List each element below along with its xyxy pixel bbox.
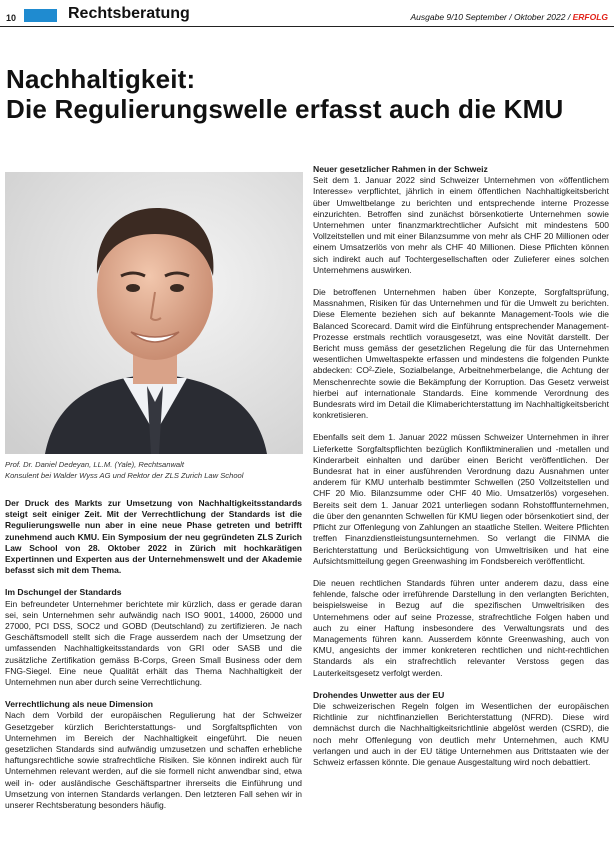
section-heading: Neuer gesetzlicher Rahmen in der Schweiz xyxy=(313,164,488,174)
title-line-1: Nachhaltigkeit: xyxy=(6,64,196,94)
body-paragraph: Ein befreundeter Unternehmer berichtete mir kürzlich, dass er gerade daran sei, sein Unternehmen sehr aufwändig nach ISO 9001, 14000, 26000 und 27000, PCI DSS, SOC2 und GOBD (Deutschland) zu zertifizieren. Je nach Geschäftsmodell stellt sich die Frage ausserdem nach der Umsetzung der umfassenden Nachhaltigkeitsstandards von GRI oder SASB und die zusätzliche Zertifikation gemäss B-Corps, Green Small Business oder dem FNG-Siegel. Eine neue Qualität erhält das Thema Nachhaltigkeit der Unternehmen nun aber durch seine Verrechtlichung. xyxy=(5,598,302,688)
section-heading: Im Dschungel der Standards xyxy=(5,587,122,598)
section-color-marker xyxy=(24,9,57,22)
photo-caption xyxy=(5,459,305,481)
section-heading: Verrechtlichung als neue Dimension xyxy=(5,699,154,710)
body-paragraph: Die betroffenen Unternehmen haben über Konzepte, Sorgfaltsprüfung, Massnahmen, Risiken für das Unternehmen und für die Umwelt zu berichten. Diese Elemente beziehen sich auf bekannte Management-Tools wie die Balanced Scorecard. Damit wird die Einführung entsprechender Management-Prozesse erstmals rechtlich vorausgesetzt, was eine Novität darstellt. Der Bericht muss gemäss der gesetzlichen Regelung die für das Unternehmen wesentlichen Umweltaspekte erfassen und mindestens die folgenden Punkte abdecken: CO²-Ziele, Sozialbelange, Arbeitnehmerbelange, die Achtung der Menschenrechte sowie die Bekämpfung der Korruption. Das Gesetz verweist hierbei auf internationale Standards. Eine kommende Verordnung des Bundesrats wird im Detail die Klimaberichterstattung im Nachhaltigkeitsbericht konkretisieren. xyxy=(313,287,609,421)
article-title xyxy=(6,64,606,124)
issue-info xyxy=(410,12,608,22)
section-heading: Drohendes Unwetter aus der EU xyxy=(313,689,445,700)
header-rule xyxy=(0,26,614,27)
section-title: Rechtsberatung xyxy=(68,5,190,22)
body-paragraph: Ebenfalls seit dem 1. Januar 2022 müssen Schweizer Unternehmen in ihrer Lieferkette Sorgfaltspflichten bezüglich Konfliktmineralien und -metallen und Kinderarbeit einhalten und darüber einen Bericht veröffentlichen. Der Bundesrat hat in einer ausführenden Verordnung dazu Ausnahmen unter anderem für KMU unterhalb bestimmter Schwellen (250 Vollzeitstellen und CHF 20 Mio. Bilanzsumme oder CHF 40 Mio. Umsatzerlös) vorgesehen. Bereits seit dem 1. Januar 2021 unterliegen sodann Rohstofffunternehmen, die über den genannten Schwellen für KMU liegen oder börsenkotiert sind, der Pflicht zur Offenlegung von Zahlungen an staatliche Stellen. Weitere Pflichten treffen Finanzdienstleistungsunternehmen. So verlangt die FINMA die Berichterstattung und Berücksichtigung von Umweltrisiken und hat eine Aufsichtsmitteilung gegen Greenwashing im Fondsbereich veröffentlicht. xyxy=(313,432,609,566)
body-paragraph: Nach dem Vorbild der europäischen Regulierung hat der Schweizer Gesetzgeber kürzlich Berichterstattungs- und Sorgfaltspflichten von Unternehmen im Bereich der Nachhaltigkeit eingeführt. Die neuen gesetzlichen Standards sind aufwändig umzusetzen und schaffen erhebliche haftungsrechtliche sowie strafrechtliche Risiken. Sie können indirekt auch für Unternehmen relevant werden, auf die sie formell nicht anwendbar sind, etwa weil in- oder ausländische Geschäftspartner ihrerseits die Einführung und Umsetzung von internen Standards verlangen. Den letzteren Fall sehen wir in unserer Rechtsberatung besonders häufig. xyxy=(5,710,302,811)
page-header xyxy=(0,0,614,28)
right-column xyxy=(313,164,609,768)
caption-line-2: Konsulent bei Walder Wyss AG und Rektor der ZLS Zurich Law School xyxy=(5,471,244,480)
body-paragraph: Die neuen rechtlichen Standards führen unter anderem dazu, dass eine fehlende, falsche oder irreführende Darstellung in den verlangten Berichten, beispielsweise in Bezug auf die spezifischen Umweltrisiken des Unternehmens oder auf seine Prozesse, strafrechtliche Folgen haben und auch zu einer Haftung insbesondere des Verwaltungsrats und des Managements führen kann. Ausserdem könnte Greenwashing, auch von KMU, angesichts der immer konkreteren rechtlichen und nicht-rechtlichen Standards als ein strafrechtlich relevanter Verstoss gegen das Lauterkeitsgesetz verfolgt werden. xyxy=(313,577,609,678)
body-paragraph: Die schweizerischen Regeln folgen im Wesentlichen der europäischen Richtlinie zur nichtfinanziellen Berichterstattung (NFRD). Diese wird demnächst durch die Nachhaltigkeitsrichtlinie abgelöst werden (CSRD), die noch mehr Offenlegung von deutlich mehr Unternehmen, auch KMU verlangen und auch in der EU tätige Unternehmen aus Drittstaaten wie der Schweiz erfassen könnte. Die genaue Ausgestaltung wird noch debattiert. xyxy=(313,700,609,767)
title-line-2: Die Regulierungswelle erfasst auch die KMU xyxy=(6,94,564,124)
lead-paragraph: Der Druck des Markts zur Umsetzung von Nachhaltigkeitsstandards steigt seit einiger Zeit. Mit der Verrechtlichung der Standards ist die Regulierungswelle nun aber in eine neue Phase getreten und betrifft zunehmend auch KMU. Ein Symposium der neu gegründeten ZLS Zurich Law School von 28. Oktober 2022 in Zürich mit hochkarätigen Expertinnen und Experten aus der Unternehmenswelt und der Akademie befasst sich mit dem Thema. xyxy=(5,498,302,576)
portrait-photo xyxy=(5,172,303,454)
portrait-illustration xyxy=(5,172,303,454)
caption-line-1: Prof. Dr. Daniel Dedeyan, LL.M. (Yale), Rechtsanwalt xyxy=(5,460,184,469)
body-paragraph: Seit dem 1. Januar 2022 sind Schweizer Unternehmen von «öffentlichem Interesse» verpflichtet, jährlich in einem öffentlichen Nachhaltigkeitsbericht über Umweltbelange zu berichten und entsprechende interne Prozesse einzurichten. Betroffen sind zunächst börsenkotierte Unternehmen sowie Unternehmen unter finanzmarktrechtlicher Aufsicht mit mindestens 500 Vollzeitstellen und mit einer Bilanzsumme von mehr als CHF 20 Millionen oder einem Umsatzerlös von mehr als CHF 40 Millionen. Diese Pflichten können sich indirekt auch auf Tochtergesellschaften oder Zulieferer eines solchen Unternehmens auswirken. xyxy=(313,175,609,275)
page-number: 10 xyxy=(6,13,17,23)
left-column xyxy=(5,498,302,811)
issue-text: Ausgabe 9/10 September / Oktober 2022 / xyxy=(410,12,571,22)
brand-name: ERFOLG xyxy=(572,12,608,22)
